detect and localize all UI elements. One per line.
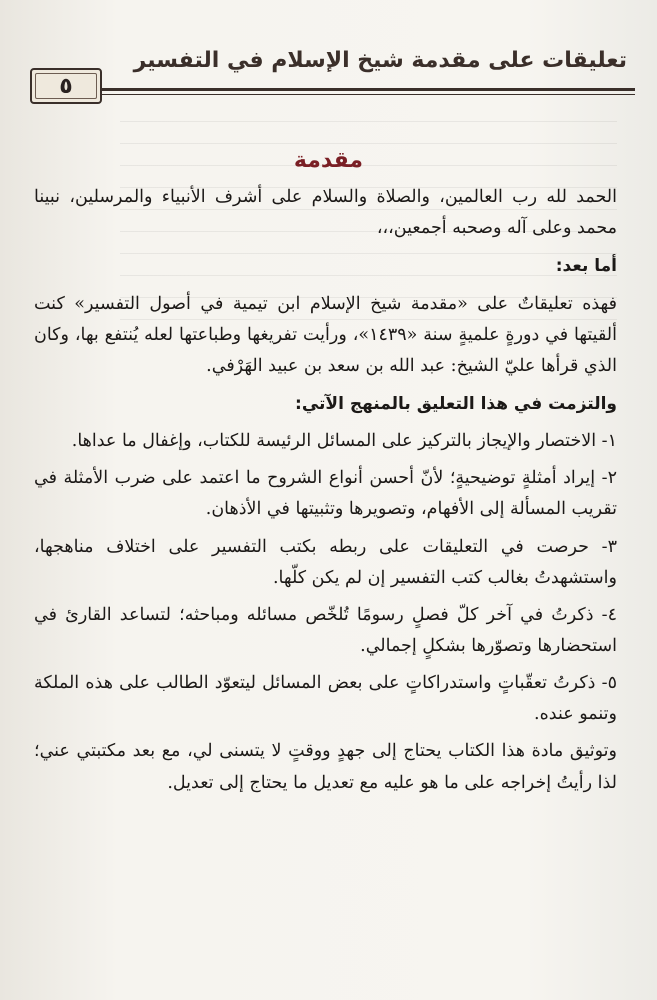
page-number-frame <box>30 68 102 104</box>
opening-paragraph: الحمد لله رب العالمين، والصلاة والسلام على أشرف الأنبياء والمرسلين، نبينا محمد وعلى آله وصحبه أجمعين،،، <box>34 187 617 239</box>
header-rule-thick <box>100 88 635 91</box>
body-text <box>34 182 617 806</box>
page-number: ٥ <box>59 73 73 99</box>
method-item-3: ٣- حرصت في التعليقات على ربطه بكتب التفسير على اختلاف مناهجها، واستشهدتُ بغالب كتب التفسير إن لم يكن كلّها. <box>34 536 617 588</box>
running-header-title: تعليقات على مقدمة شيخ الإسلام في التفسير <box>133 48 627 73</box>
method-item-4: ٤- ذكرتُ في آخر كلّ فصلٍ رسومًا تُلخّص مسائله ومباحثه؛ لتساعد القارئ في استحضارها وتصوّرها بشكلٍ إجمالي. <box>34 604 617 657</box>
method-item-2: ٢- إيراد أمثلةٍ توضيحيةٍ؛ لأنّ أحسن أنواع الشروح ما اعتمد على ضرب الأمثلة في تقريب المسألة إلى الأفهام، وتصويرها وتثبيتها في الأذهان. <box>34 468 617 520</box>
running-header <box>30 40 635 100</box>
section-heading: مقدمة <box>293 148 364 173</box>
method-heading: والتزمت في هذا التعليق بالمنهج الآتي: <box>295 393 617 414</box>
method-item-1: ١- الاختصار والإيجاز بالتركيز على المسائل الرئيسة للكتاب، وإغفال ما عداها. <box>71 431 617 452</box>
intro-paragraph: فهذه تعليقاتٌ على «مقدمة شيخ الإسلام ابن تيمية في أصول التفسير» كنت ألقيتها في دورةٍ علميةٍ سنة «١٤٣٩»، ورأيت تفريغها وطباعتها لعله يُنتفع بها، وكان الذي قرأها عليّ الشيخ: عبد الله بن سعد بن عبيد الهَرْفي. <box>34 293 618 376</box>
closing-paragraph: وتوثيق مادة هذا الكتاب يحتاج إلى جهدٍ ووقتٍ لا يتسنى لي، مع بعد مكتبتي عني؛ لذا رأيتُ إخراجه على ما هو عليه مع تعديل ما يحتاج إلى تعديل. <box>34 741 617 793</box>
transition-phrase: أما بعد: <box>555 256 617 277</box>
method-item-5: ٥- ذكرتُ تعقّباتٍ واستدراكاتٍ على بعض المسائل ليتعوّد الطالب على هذه الملكة وتنمو عنده. <box>34 673 617 725</box>
header-rule-thin <box>100 94 635 95</box>
